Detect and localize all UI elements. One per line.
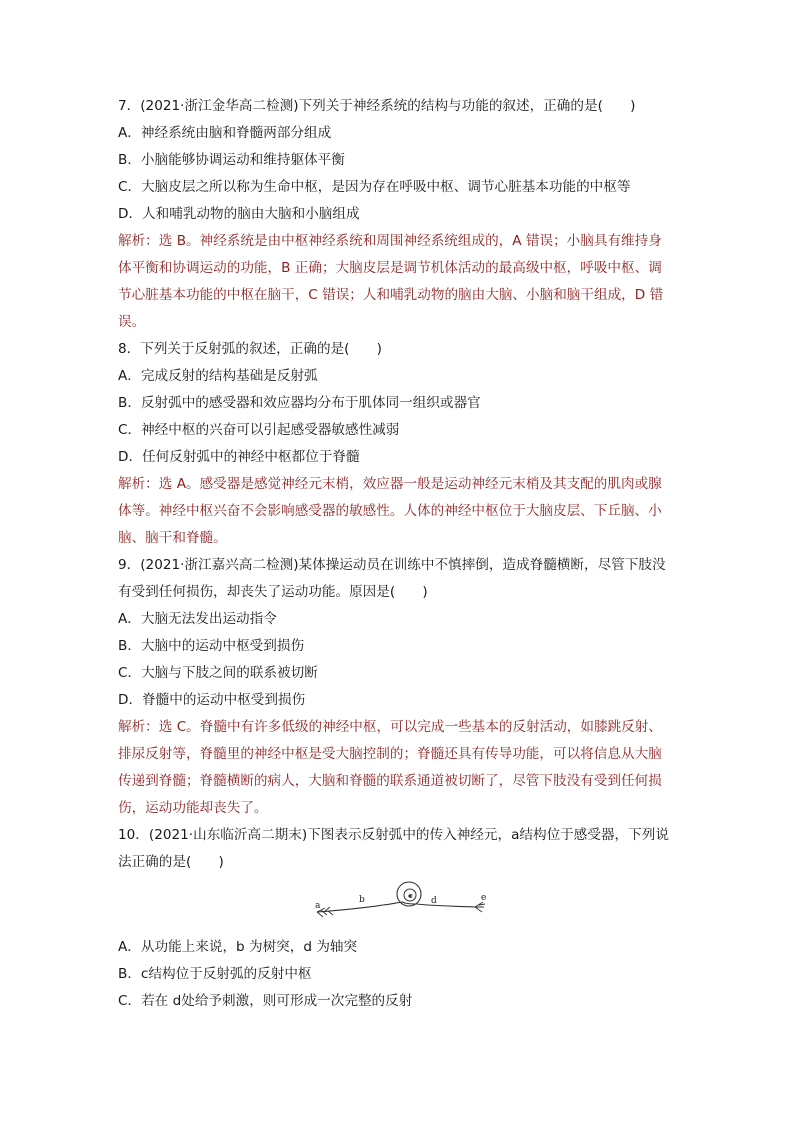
q7-option-c: C．大脑皮层之所以称为生命中枢，是因为存在呼吸中枢、调节心脏基本功能的中枢等 (118, 179, 631, 195)
q9-option-d: D．脊髓中的运动中枢受到损伤 (118, 692, 306, 708)
nerve-fiber (317, 902, 475, 912)
terminal-ending (475, 902, 485, 912)
q8-analysis-line: 体等。神经中枢兴奋不会影响感受器的敏感性。人体的神经中枢位于大脑皮层、下丘脑、小 (118, 503, 662, 519)
q8-option-c: C．神经中枢的兴奋可以引起感受器敏感性减弱 (118, 422, 400, 438)
label-b: b (359, 895, 365, 905)
q8-option-d: D．任何反射弧中的神经中枢都位于脊髓 (118, 449, 360, 465)
q9-analysis-line: 传递到脊髓；脊髓横断的病人，大脑和脊髓的联系通道被切断了，尽管下肢没有受到任何损 (118, 773, 662, 789)
q8-analysis-line: 脑、脑干和脊髓。 (118, 530, 227, 546)
q7-analysis-line: 解析：选 B。神经系统是由中枢神经系统和周围神经系统组成的，A 错误；小脑具有维持身 (118, 233, 662, 249)
q7-analysis-line: 体平衡和协调运动的功能，B 正确；大脑皮层是调节机体活动的最高级中枢，呼吸中枢、调 (118, 260, 662, 276)
q9-stem-line: 有受到任何损伤，却丧失了运动功能。原因是( ) (118, 584, 428, 600)
q10-stem-line: 法正确的是( ) (118, 854, 224, 870)
q9-stem-line: 9．(2021·浙江嘉兴高二检测)某体操运动员在训练中不慎摔倒，造成脊髓横断，尽管下肢没 (118, 557, 666, 573)
q8-option-b: B．反射弧中的感受器和效应器均分布于肌体同一组织或器官 (118, 395, 481, 411)
q9-option-a: A．大脑无法发出运动指令 (118, 611, 277, 627)
q7-option-a: A．神经系统由脑和脊髓两部分组成 (118, 125, 332, 141)
q9-analysis-line: 解析：选 C。脊髓中有许多低级的神经中枢，可以完成一些基本的反射活动，如膝跳反射、 (118, 719, 662, 735)
q7-option-d: D．人和哺乳动物的脑由大脑和小脑组成 (118, 206, 360, 222)
q9-analysis-line: 伤，运动功能却丧失了。 (118, 800, 268, 816)
q7-stem: 7．(2021·浙江金华高二检测)下列关于神经系统的结构与功能的叙述，正确的是( ) (118, 98, 636, 114)
q10-option-b: B．c结构位于反射弧的反射中枢 (118, 966, 312, 982)
q9-option-b: B．大脑中的运动中枢受到损伤 (118, 638, 305, 654)
question-content (118, 93, 678, 1015)
q10-option-a: A．从功能上来说，b 为树突，d 为轴突 (118, 939, 358, 955)
q7-analysis-line: 节心脏基本功能的中枢在脑干，C 错误；人和哺乳动物的脑由大脑、小脑和脑干组成，D 错 (118, 287, 664, 303)
label-e: e (481, 893, 487, 903)
cell-stalk (403, 902, 417, 904)
q9-analysis-line: 排尿反射等，脊髓里的神经中枢是受大脑控制的；脊髓还具有传导功能，可以将信息从大脑 (118, 746, 662, 762)
neuron-diagram-svg (313, 880, 493, 932)
q10-stem-line: 10．(2021·山东临沂高二期末)下图表示反射弧中的传入神经元，a结构位于感受器，下列说 (118, 827, 669, 843)
q8-analysis-line: 解析：选 A。感受器是感觉神经元末梢，效应器一般是运动神经元末梢及其支配的肌肉或腺 (118, 476, 662, 492)
q7-option-b: B．小脑能够协调运动和维持躯体平衡 (118, 152, 345, 168)
label-c: c (409, 892, 413, 900)
label-d: d (431, 896, 437, 906)
q8-option-a: A．完成反射的结构基础是反射弧 (118, 368, 318, 384)
q10-option-c: C．若在 d处给予刺激，则可形成一次完整的反射 (118, 993, 413, 1009)
neuron-diagram (118, 880, 678, 932)
q7-analysis-line: 误。 (118, 314, 146, 330)
q9-option-c: C．大脑与下肢之间的联系被切断 (118, 665, 318, 681)
q8-stem: 8．下列关于反射弧的叙述，正确的是( ) (118, 341, 382, 357)
label-a: a (315, 901, 321, 911)
